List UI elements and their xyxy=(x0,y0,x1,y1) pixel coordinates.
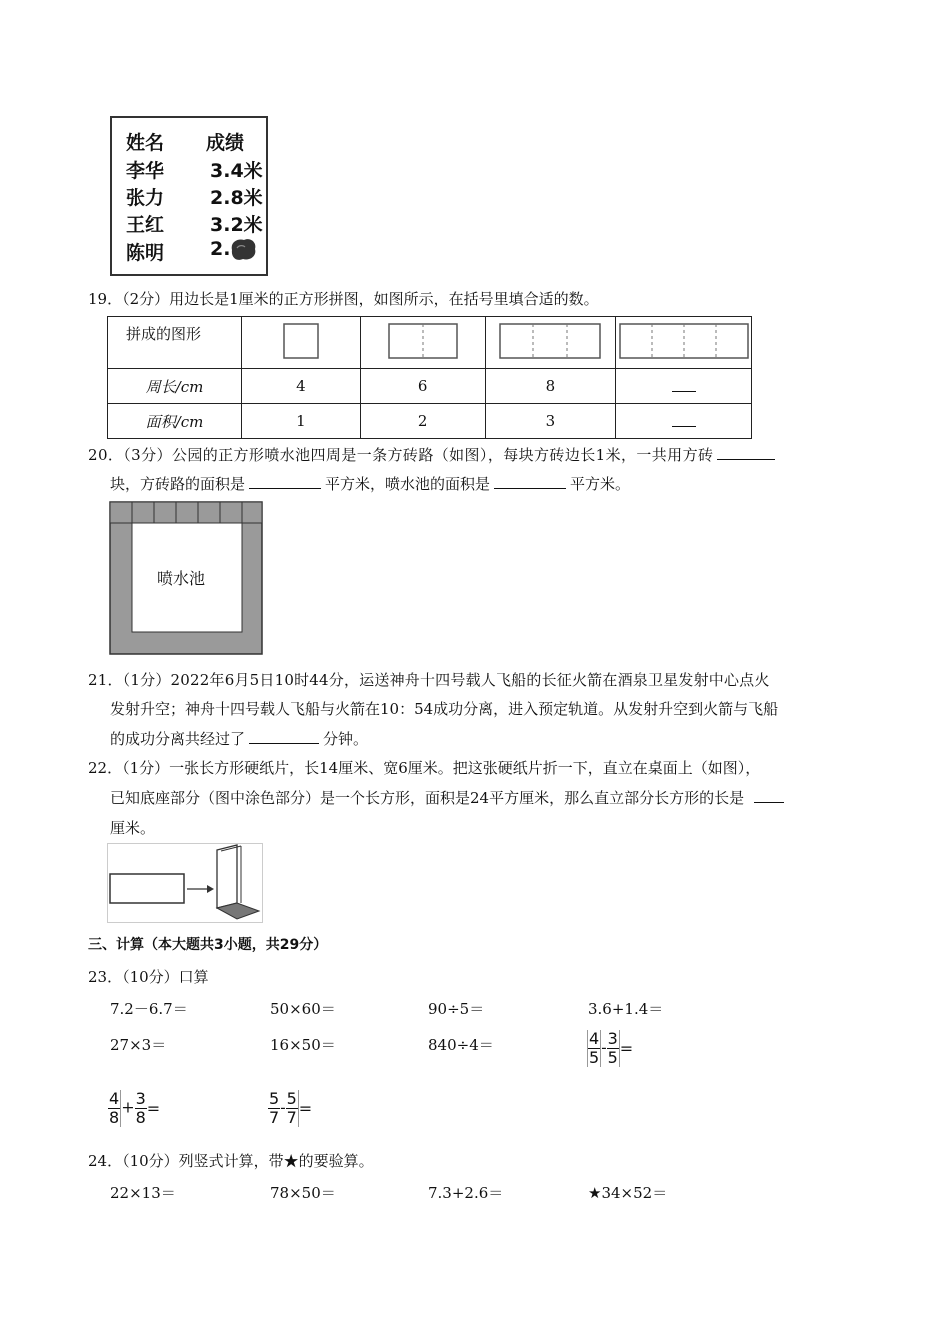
q20-blank-2[interactable] xyxy=(249,474,321,489)
score-row-name: 王红 xyxy=(126,214,165,236)
q19-area-blank[interactable] xyxy=(616,404,752,439)
q24-item: 7.3+2.6＝ xyxy=(428,1184,504,1202)
q20-line1 xyxy=(88,444,779,465)
q20-line1-text: 20．（3分）公园的正方形喷水池四周是一条方砖路（如图），每块方砖边长1米，一共用方砖 xyxy=(88,446,714,464)
q24-item: 78×50＝ xyxy=(270,1184,336,1202)
q19-text: 19．（2分）用边长是1厘米的正方形拼图，如图所示，在括号里填合适的数。 xyxy=(88,290,599,308)
score-row-value: 2.8米 xyxy=(210,187,263,209)
frac-operator: - xyxy=(601,1037,607,1057)
q21-line3-a: 的成功分离共经过了 xyxy=(110,730,246,748)
q20-line2-c: 平方米。 xyxy=(570,475,631,493)
q20-line2 xyxy=(110,473,630,494)
frac-denominator: 5 xyxy=(607,1048,618,1067)
score-row-name: 李华 xyxy=(126,160,165,182)
frac-denominator: 8 xyxy=(109,1108,120,1127)
frac-numerator: 4 xyxy=(109,1089,120,1108)
frac-numerator: 4 xyxy=(589,1029,600,1048)
q23-item: 16×50＝ xyxy=(270,1036,336,1054)
q19-perimeter-2: 6 xyxy=(360,369,485,404)
q19-area-2: 2 xyxy=(360,404,485,439)
q19-label-perimeter: 周长/cm xyxy=(108,369,242,404)
q19-perimeter-1: 4 xyxy=(242,369,361,404)
frac-operator: + xyxy=(121,1097,135,1117)
q22-line2 xyxy=(110,787,788,808)
q21-line1: 21．（1分）2022年6月5日10时44分，运送神舟十四号载人飞船的长征火箭在酒泉卫星发射中心点火 xyxy=(88,671,770,689)
q20-line2-a: 块，方砖路的面积是 xyxy=(110,475,246,493)
q22-line2-text: 已知底座部分（图中涂色部分）是一个长方形，面积是24平方厘米，那么直立部分长方形的长是 xyxy=(110,789,745,807)
fountain-diagram xyxy=(109,501,265,655)
frac-numerator: 5 xyxy=(286,1089,297,1108)
frac-denominator: 8 xyxy=(135,1108,146,1127)
square-4-icon xyxy=(619,323,749,359)
q19-label-area: 面积/cm xyxy=(108,404,242,439)
q21-line2: 发射升空；神舟十四号载人飞船与火箭在10：54成功分离，进入预定轨道。从发射升空到火箭与飞船 xyxy=(110,700,779,718)
q23-fraction-expr-1 xyxy=(587,1030,633,1067)
score-row-value: 3.4米 xyxy=(210,160,263,182)
frac-equals: = xyxy=(619,1039,634,1058)
q21-line3 xyxy=(110,728,368,749)
q20-line2-b: 平方米，喷水池的面积是 xyxy=(325,475,491,493)
q19-perimeter-blank[interactable] xyxy=(616,369,752,404)
score-header-name: 姓名 xyxy=(126,132,165,154)
q23-item: 840÷4＝ xyxy=(428,1036,494,1054)
q23-item: 50×60＝ xyxy=(270,1000,336,1018)
frac-denominator: 7 xyxy=(269,1108,280,1127)
q22-line1: 22．（1分）一张长方形硬纸片，长14厘米、宽6厘米。把这张硬纸片折一下，直立在桌面上（如图）， xyxy=(88,759,761,777)
frac-numerator: 3 xyxy=(135,1089,146,1108)
q19-table xyxy=(107,316,752,439)
q23-item: 90÷5＝ xyxy=(428,1000,485,1018)
q23-fraction-expr-3 xyxy=(268,1090,312,1127)
section3-title: 三、计算（本大题共3小题，共29分） xyxy=(88,937,328,953)
score-row-value: 2. xyxy=(210,238,231,260)
q21-line3-b: 分钟。 xyxy=(323,730,369,748)
q23-item: 3.6+1.4＝ xyxy=(588,1000,664,1018)
score-row-name: 张力 xyxy=(126,187,165,209)
q23-fraction-expr-2 xyxy=(108,1090,160,1127)
frac-operator: - xyxy=(280,1097,286,1117)
q24-title: 24．（10分）列竖式计算，带★的要验算。 xyxy=(88,1152,374,1170)
ink-blot-icon xyxy=(228,236,258,262)
score-header-score: 成绩 xyxy=(206,132,245,154)
score-card-image xyxy=(110,116,268,276)
q19-figure-2 xyxy=(360,317,485,369)
q19-area-3: 3 xyxy=(485,404,616,439)
q24-item: 22×13＝ xyxy=(110,1184,176,1202)
q22-line3: 厘米。 xyxy=(110,819,156,837)
q19-area-1: 1 xyxy=(242,404,361,439)
frac-denominator: 5 xyxy=(589,1048,600,1067)
q23-item: 7.2－6.7＝ xyxy=(110,1000,188,1018)
score-row-name: 陈明 xyxy=(126,242,165,264)
square-1-icon xyxy=(283,323,319,359)
q19-figure-4 xyxy=(616,317,752,369)
q19-figure-1 xyxy=(242,317,361,369)
folding-diagram xyxy=(107,843,263,923)
frac-denominator: 7 xyxy=(286,1108,297,1127)
q20-blank-3[interactable] xyxy=(494,474,566,489)
q21-blank[interactable] xyxy=(249,729,319,744)
q24-item: ★34×52＝ xyxy=(588,1184,668,1202)
q23-title: 23．（10分）口算 xyxy=(88,968,209,986)
q23-item: 27×3＝ xyxy=(110,1036,167,1054)
frac-numerator: 3 xyxy=(607,1029,618,1048)
q19-label-shape: 拼成的图形 xyxy=(108,317,242,369)
square-2-icon xyxy=(388,323,458,359)
q20-blank-1[interactable] xyxy=(717,445,775,460)
frac-equals: = xyxy=(298,1099,313,1118)
q19-figure-3 xyxy=(485,317,616,369)
square-3-icon xyxy=(499,323,601,359)
q19-perimeter-3: 8 xyxy=(485,369,616,404)
pool-label: 喷水池 xyxy=(156,569,206,588)
q22-blank[interactable] xyxy=(754,788,784,803)
frac-numerator: 5 xyxy=(269,1089,280,1108)
score-row-value: 3.2米 xyxy=(210,214,263,236)
frac-equals: = xyxy=(146,1099,161,1118)
